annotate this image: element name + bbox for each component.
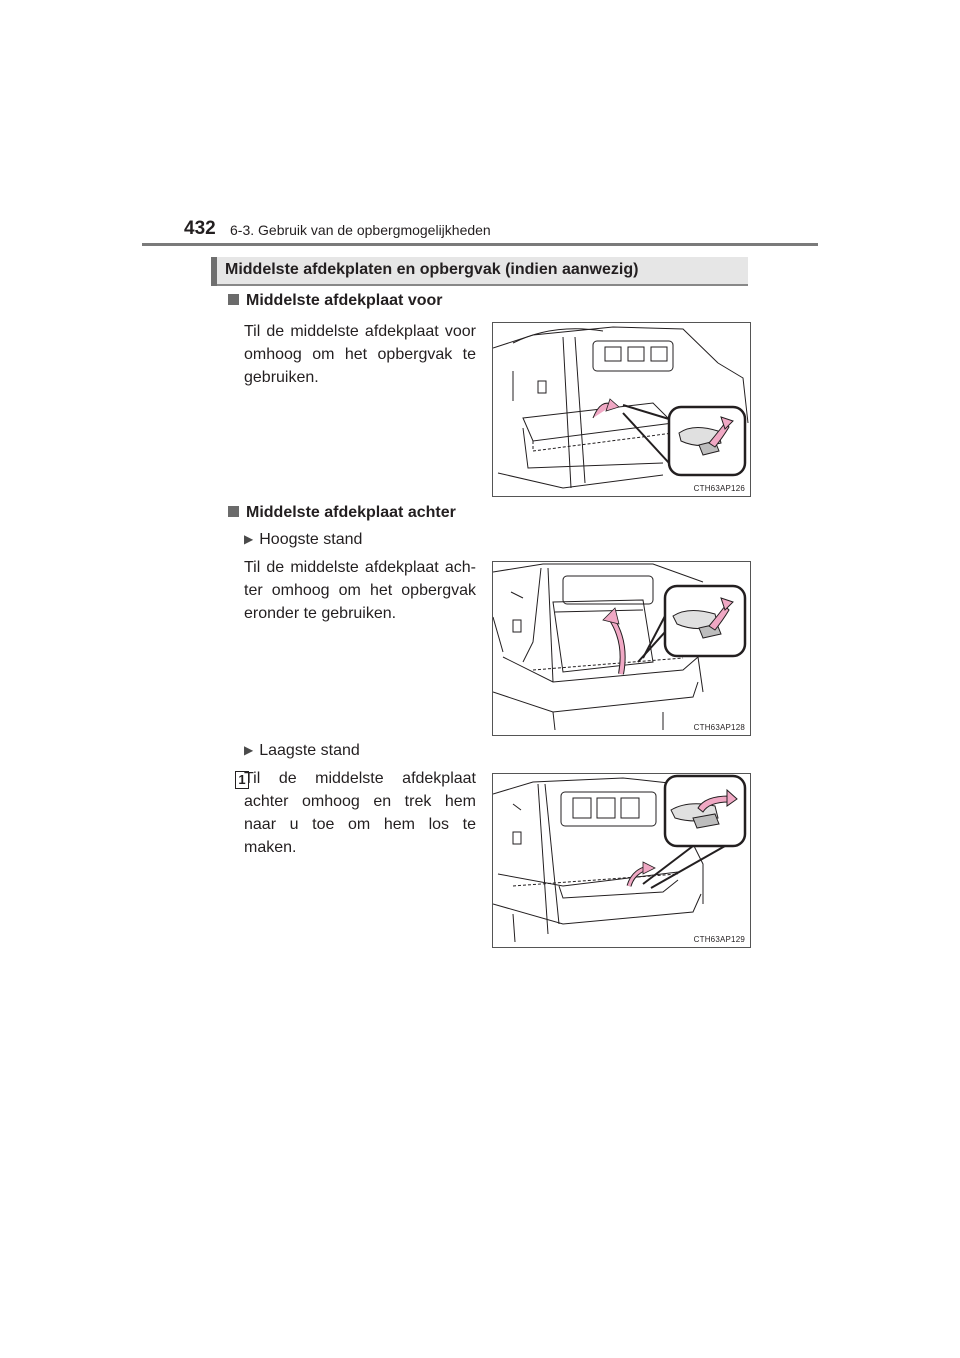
- chapter-title: 6-3. Gebruik van de opbergmogelijkheden: [230, 222, 491, 238]
- square-bullet-icon: [228, 506, 239, 517]
- detail-callout: [623, 405, 745, 475]
- triangle-right-icon: ▶: [244, 743, 254, 757]
- page-number: 432: [184, 218, 216, 239]
- step-number: 1: [235, 771, 249, 789]
- list-item-label: Laagste stand: [259, 742, 360, 759]
- header-divider: [142, 243, 818, 246]
- section-bar-accent: [211, 257, 217, 286]
- highest-position-instructions: Til de middelste afdekplaat ach-ter omhoog om het opbergvak eronder te gebruiken.: [244, 559, 476, 622]
- section-title-bar: [211, 257, 748, 286]
- figure-front-cover: [492, 322, 751, 497]
- figure-code: CTH63AP129: [693, 935, 745, 944]
- figure-rear-cover-highest: [492, 561, 751, 736]
- triangle-right-icon: ▶: [244, 532, 254, 546]
- detail-callout: [643, 776, 745, 888]
- list-item-label: Hoogste stand: [259, 531, 363, 548]
- square-bullet-icon: [228, 294, 239, 305]
- list-item-highest-position: [244, 531, 362, 549]
- subheading-rear-cover: [228, 504, 456, 522]
- list-item-lowest-position: [244, 742, 360, 760]
- subheading-text: Middelste afdekplaat achter: [246, 504, 456, 521]
- figure-code: CTH63AP126: [693, 484, 745, 493]
- cargo-area-illustration: [493, 323, 750, 496]
- detail-callout: [638, 586, 745, 662]
- cargo-area-illustration: [493, 562, 750, 735]
- section-title: Middelste afdekplaten en opbergvak (indien aanwezig): [225, 261, 639, 278]
- cargo-area-illustration: [493, 774, 750, 947]
- figure-code: CTH63AP128: [693, 723, 745, 732]
- lowest-position-instructions: Til de middelste afdekplaat achter omhoog en trek hem naar u toe om hem los te maken.: [244, 770, 476, 856]
- subheading-text: Middelste afdekplaat voor: [246, 292, 443, 309]
- subheading-front-cover: [228, 292, 443, 310]
- figure-rear-cover-lowest: [492, 773, 751, 948]
- front-cover-instructions: Til de middelste afdekplaat voor omhoog om het opbergvak te gebruiken.: [244, 323, 476, 386]
